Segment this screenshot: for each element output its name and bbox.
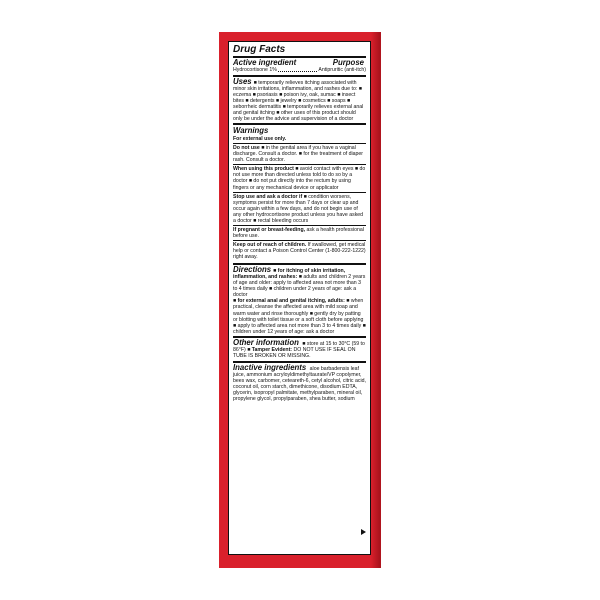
warnings-heading: Warnings — [233, 126, 269, 136]
other-information-section — [233, 338, 366, 363]
anal-text: ■ when practical, cleanse the affected area with mild soap and warm water and rinse thoroughly ■ gently dry by patting or blotting with toilet tissue or a soft cloth before applying ■ apply to affected area not more than 3 to 4 times daily ■ children under 12 years of age: ask a doctor — [233, 298, 366, 335]
drug-facts-title: Drug Facts — [233, 44, 366, 58]
anal-label: ■ for external anal and genital itching, adults: — [233, 298, 345, 305]
inactive-ingredients-heading: Inactive ingredients — [233, 362, 307, 372]
external-use-only: For external use only. — [233, 135, 287, 142]
pregnant-label: If pregnant or breast-feeding, — [233, 227, 306, 234]
product-box-side — [219, 32, 380, 568]
warnings-section — [233, 125, 366, 264]
inactive-ingredients-text: aloe barbadensis leaf juice, ammonium acryloyldimethyltaurate/VP copolymer, bees wax, carbomer, ceteareth-6, cetyl alcohol, citric acid, coconut oil, corn starch, dimethicone, disodium EDTA, glycerin, isopropyl palmitate, methylparaben, mineral oil, propylene glycol, propylparaben, shea butter, sodium — [233, 365, 366, 403]
when-using-label: When using this product — [233, 166, 294, 173]
inactive-ingredients-section — [233, 363, 366, 403]
other-information-heading: Other information — [233, 337, 299, 347]
stop-use-label: Stop use and ask a doctor if — [233, 193, 303, 200]
drug-facts-panel — [228, 41, 371, 555]
stop-use-text: ■ condition worsens, symptoms persist for more than 7 days or clear up and occur again within a few days, and do not begin use of any other hydrocortisone product unless you have asked a doctor ■ rectal bleeding occurs — [233, 193, 364, 224]
arrow-right-icon — [361, 529, 366, 535]
uses-heading: Uses — [233, 76, 252, 86]
directions-heading: Directions — [233, 264, 272, 274]
other-information-text: ■ store at 15 to 30°C (59 to 86°F) — [233, 340, 365, 354]
itch-label: ■ for itching of skin irritation, inflammation, and rashes: — [233, 267, 346, 280]
active-ingredient-section — [233, 58, 366, 77]
when-using-text: ■ avoid contact with eyes ■ do not use more than directed unless told to do so by a doctor ■ do not put directly into the rectum by using fingers or any mechanical device or applicator — [233, 166, 366, 191]
do-not-use-text: ■ in the genital area if you have a vaginal discharge. Consult a doctor. ■ for the treatment of diaper rash. Consult a doctor. — [233, 144, 364, 164]
tamper-evident-text: DO NOT USE IF SEAL ON TUBE IS BROKEN OR MISSING. — [233, 347, 356, 360]
pregnant-text: ask a health professional before use. — [233, 227, 364, 240]
do-not-use-label: Do not use — [233, 144, 260, 151]
children-label: Keep out of reach of children. — [233, 242, 307, 249]
active-ingredient-heading: Active ingredient — [233, 58, 297, 67]
directions-section — [233, 265, 366, 338]
uses-text: ■ temporarily relieves itching associated with minor skin irritations, inflammation, and rashes due to: ■ eczema ■ psoriasis ■ poison ivy, oak, sumac ■ insect bites ■ detergents ■ jewelry ■ cosmetics ■ soaps ■ seborrheic dermatitis ■ temporarily relieves external anal and genital itching ■ other uses of this product should only be under the advice and supervision of a doctor — [233, 79, 364, 123]
active-ingredient-purpose: Antipruritic (anti-itch) — [318, 67, 366, 74]
tamper-evident-label: ■ Tamper Evident: — [247, 347, 293, 354]
children-text: If swallowed, get medical help or contact a Poison Control Center (1-800-222-1222) right away. — [233, 242, 366, 261]
active-ingredient-name: Hydrocortisone 1% — [233, 67, 277, 74]
leader-dots — [278, 70, 318, 72]
purpose-heading: Purpose — [332, 58, 364, 67]
uses-section — [233, 77, 366, 126]
box-edge-shadow — [371, 32, 380, 568]
itch-text: ■ adults and children 2 years of age and older: apply to affected area not more than 3 to 4 times daily ■ children under 2 years of age: ask a doctor — [233, 273, 366, 299]
